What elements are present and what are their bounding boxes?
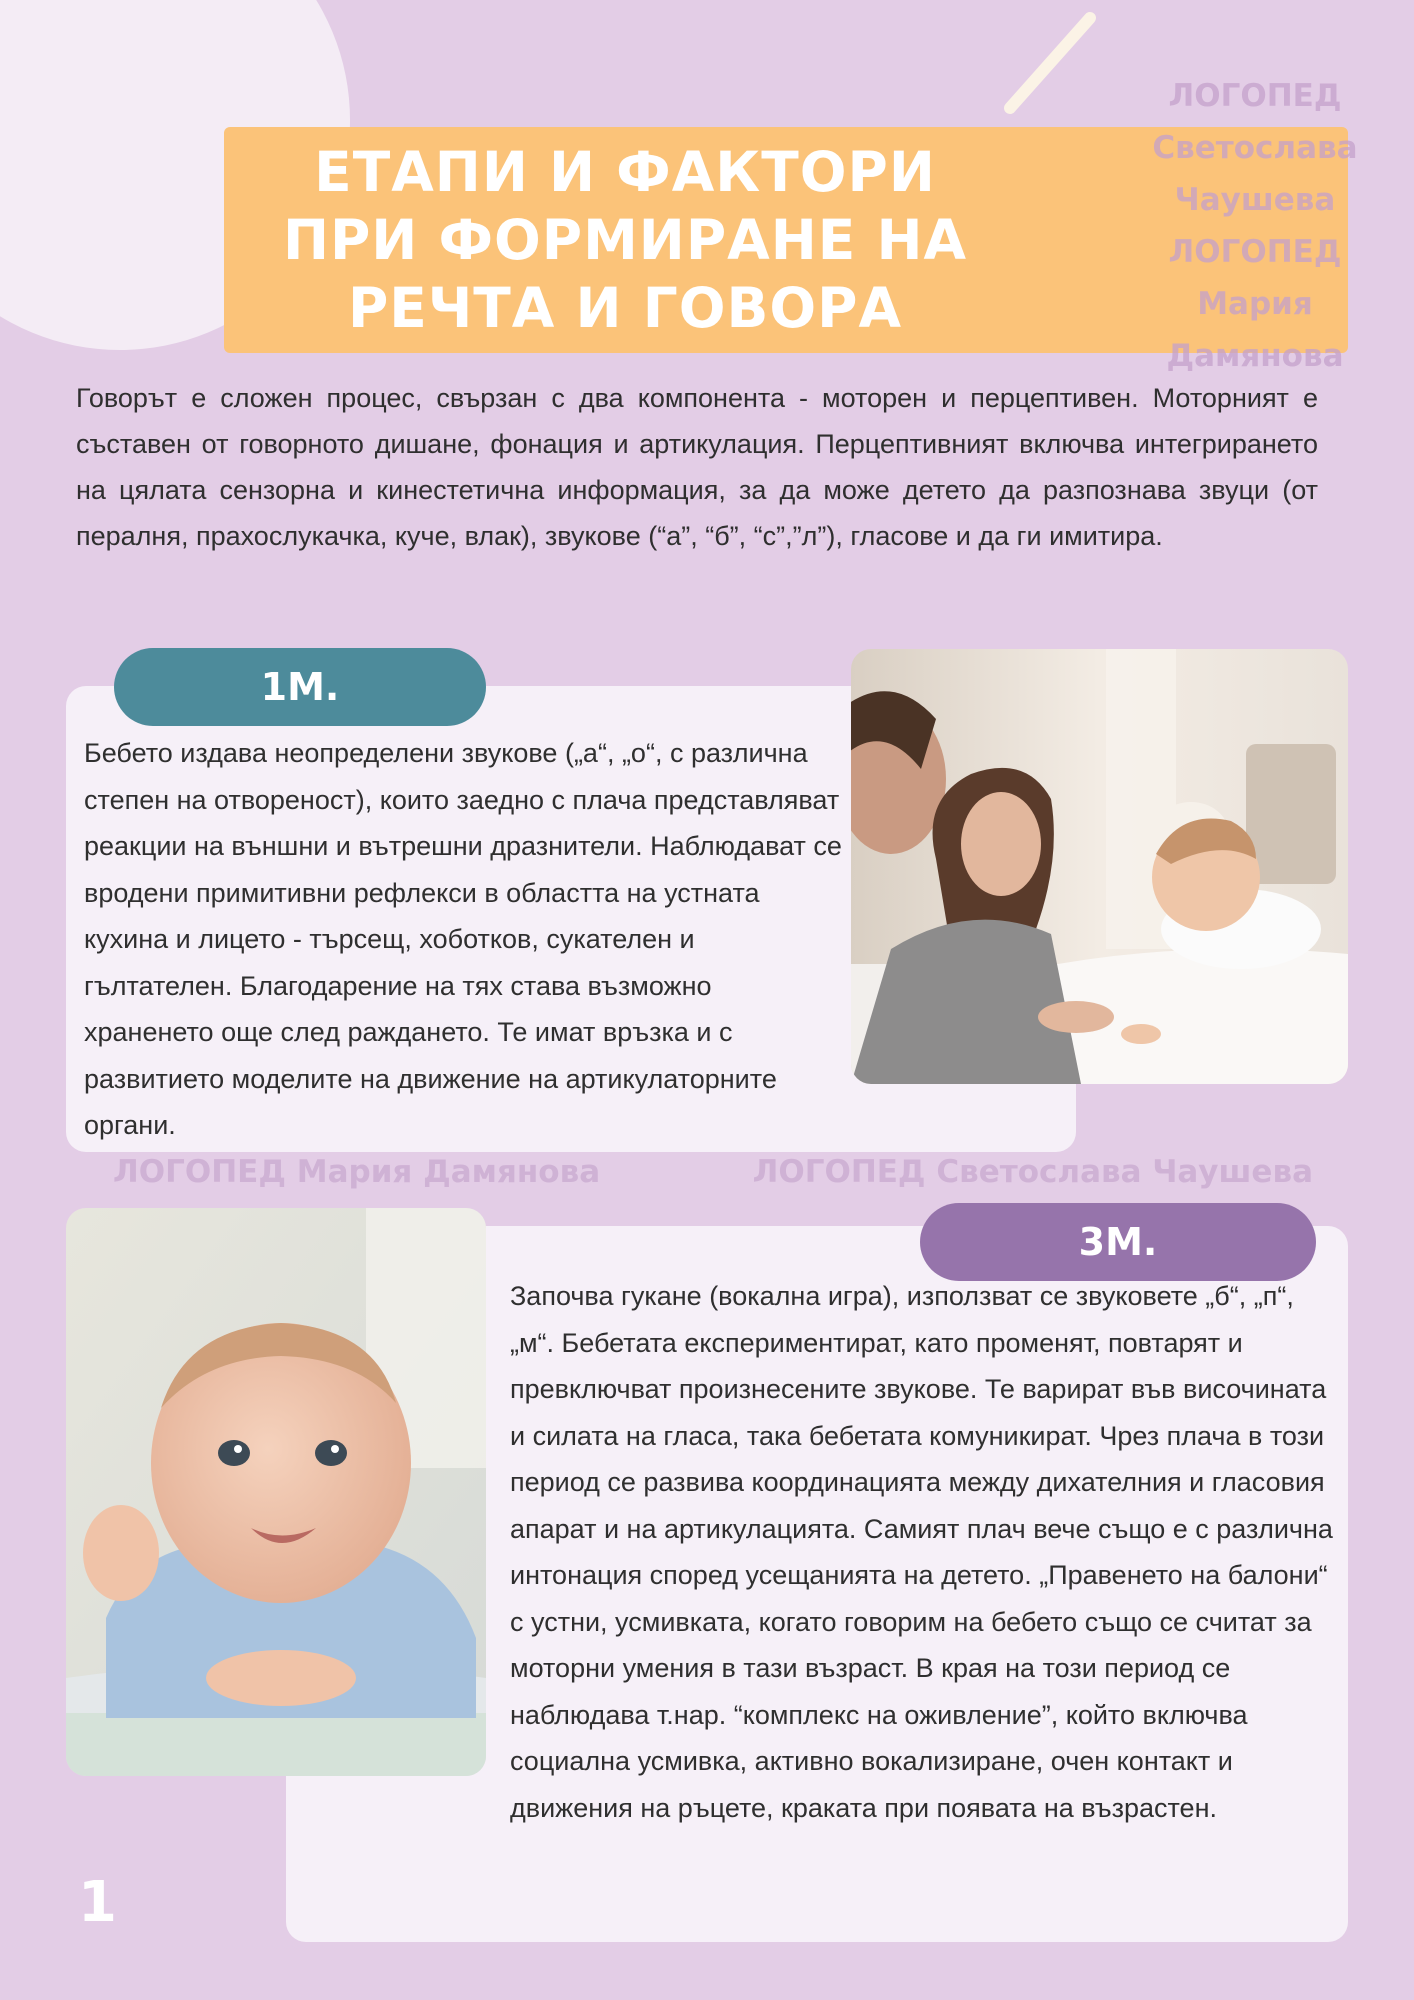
watermark-top-line: Чаушева [1174, 182, 1336, 218]
watermark-top [1140, 70, 1370, 382]
watermark-middle-text: ЛОГОПЕД Светослава Чаушева [752, 1154, 1313, 1190]
watermark-top-line: ЛОГОПЕД [1168, 78, 1342, 114]
watermark-middle-text: ЛОГОПЕД Мария Дамянова [113, 1154, 601, 1190]
age-tag-3m: 3М. [920, 1203, 1316, 1281]
watermark-top-line: ЛОГОПЕД [1168, 234, 1342, 270]
watermark-top-line: Светослава [1152, 130, 1358, 166]
smiling-baby-photo [66, 1208, 486, 1776]
age-tag-1m: 1М. [114, 648, 486, 726]
watermark-top-line: Мария [1197, 286, 1313, 322]
watermark-middle [113, 1154, 1313, 1190]
watermark-top-line: Дамянова [1166, 338, 1344, 374]
page-title: ЕТАПИ И ФАКТОРИ ПРИ ФОРМИРАНЕ НА РЕЧТА И ГОВОРА [282, 140, 968, 340]
page-number: 1 [78, 1870, 117, 1935]
section-text-1m: Бебето издава неопределени звукове („а“, „о“, с различна степен на отвореност), които заедно с плача представляват реакции на външни и вътрешни дразнители. Наблюдават се вродени примитивни рефлекси в областта на устната кухина и лицето - търсещ, хоботков, сукателен и гълтателен. Благодарение на тях става възможно храненето още след раждането. Те имат връзка и с развитието моделите на движение на артикулаторните органи. [84, 738, 842, 1140]
parents-baby-photo [851, 649, 1348, 1084]
intro-paragraph: Говорът е сложен процес, свързан с два компонента - моторен и перцептивен. Моторният е съставен от говорното дишане, фонация и артикулация. Перцептивният включва интегрирането на цялата сензорна и кинестетична информация, за да може детето да разпознава звуци (от пералня, прахослукачка, куче, влак), звукове (“а”, “б”, “с”,”л”), гласове и да ги имитира. [76, 383, 1318, 551]
section-text-3m: Започва гукане (вокална игра), използват се звуковете „б“, „п“, „м“. Бебетата експериментират, като променят, повтарят и превключват произнесените звукове. Те варират във височината и силата на гласа, така бебетата комуникират. Чрез плача в този период се развива координацията между дихателния и гласовия апарат и на артикулацията. Самият плач вече също е с различна интонация според усещанията на детето. „Правенето на балони“ с устни, усмивката, когато говорим на бебето също се считат за моторни умения в тази възраст. В края на този период се наблюдава т.нар. “комплекс на оживление”, който включва социална усмивка, активно вокализиране, очен контакт и движения на ръцете, краката при появата на възрастен. [510, 1281, 1333, 1823]
